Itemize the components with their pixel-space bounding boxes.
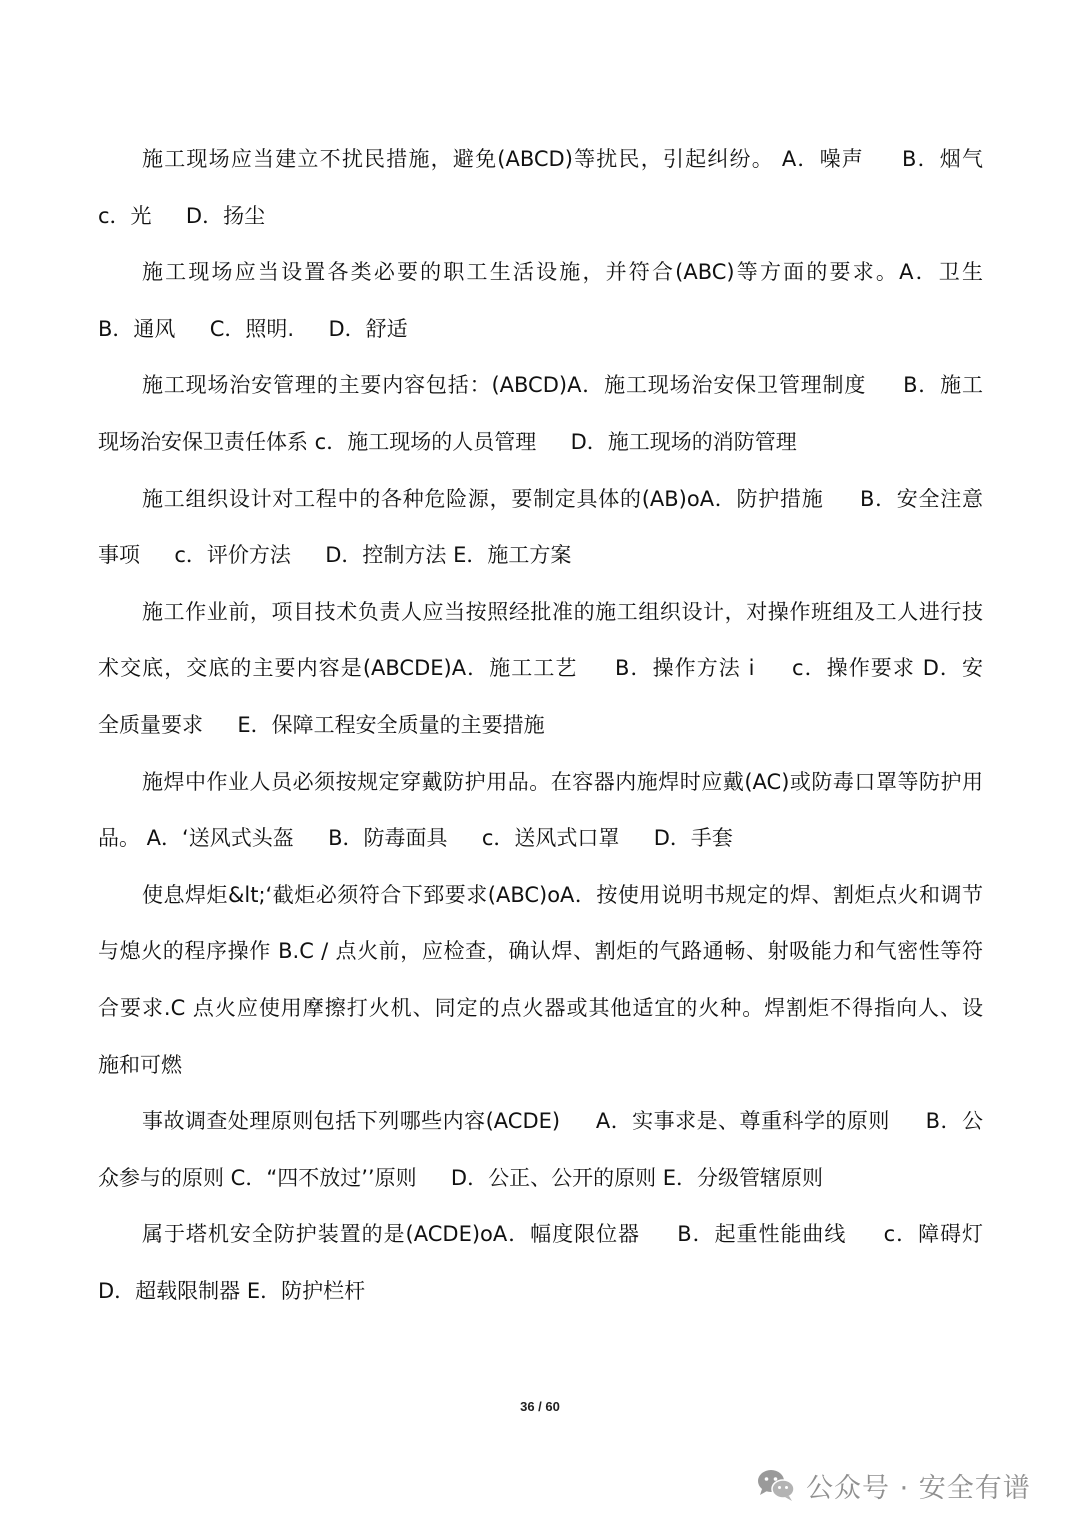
question-line: 合要求.C 点火应使用摩擦打火机、同定的点火器或其他适宜的火种。焊割炬不得指向人、设 [98, 995, 983, 1020]
question-line: c．光 D．扬尘 [98, 203, 266, 228]
question-item [98, 1093, 983, 1206]
watermark-text: 公众号 · 安全有谱 [806, 1472, 1031, 1504]
question-line: 品。 A．‘送风式头盔 B．防毒面具 c．送风式口罩 D．手套 [98, 826, 733, 851]
question-item [98, 357, 983, 470]
question-line: 施工现场治安管理的主要内容包括：(ABCD)A．施工现场治安保卫管理制度 B．施工 [142, 373, 983, 398]
watermark [756, 1460, 1031, 1510]
question-line: 施工组织设计对工程中的各种危险源，要制定具体的(AB)oA．防护措施 B．安全注意 [142, 486, 983, 511]
question-line: 施工现场应当设置各类必要的职工生活设施，并符合(ABC)等方面的要求。A．卫生 [142, 260, 983, 285]
page-number: 36 / 60 [520, 1399, 560, 1414]
question-item [98, 1206, 983, 1319]
question-item [98, 131, 983, 244]
question-line: 属于塔机安全防护装置的是(ACDE)oA．幅度限位器 B．起重性能曲线 c．障碍灯 [142, 1222, 983, 1247]
question-line: 现场治安保卫责任体系 c．施工现场的人员管理 D．施工现场的消防管理 [98, 429, 797, 454]
question-item [98, 584, 983, 754]
question-line: 施工作业前，项目技术负责人应当按照经批准的施工组织设计，对操作班组及工人进行技 [142, 599, 983, 624]
question-list [98, 131, 983, 1319]
wechat-icon [756, 1468, 796, 1502]
question-line: 施和可燃 [98, 1052, 182, 1077]
question-line: 施工现场应当建立不扰民措施，避免(ABCD)等扰民，引起纠纷。 A．噪声 B．烟气 [142, 147, 983, 171]
question-line: 众参与的原则 C．“四不放过’’原则 D．公正、公开的原则 E．分级管辖原则 [98, 1165, 824, 1190]
question-line: 术交底，交底的主要内容是(ABCDE)A．施工工艺 B．操作方法 i c．操作要求 D．安 [98, 656, 983, 681]
question-item [98, 867, 983, 1093]
question-line: 事故调查处理原则包括下列哪些内容(ACDE) A．实事求是、尊重科学的原则 B．公 [142, 1109, 983, 1134]
question-line: 事项 c．评价方法 D．控制方法 E．施工方案 [98, 543, 572, 568]
question-item [98, 244, 983, 357]
question-item [98, 754, 983, 867]
question-line: 使息焊炬&lt;‘截炬必须符合下郅要求(ABC)oA．按使用说明书规定的焊、割炬点火和调节 [142, 882, 983, 907]
question-line: 施焊中作业人员必须按规定穿戴防护用品。在容器内施焊时应戴(AC)或防毒口罩等防护用 [142, 769, 983, 794]
question-line: D．超载限制器 E．防护栏杆 [98, 1278, 366, 1303]
question-line: 全质量要求 E．保障工程安全质量的主要措施 [98, 712, 545, 737]
question-line: 与熄火的程序操作 B.C / 点火前，应检查，确认焊、割炬的气路通畅、射吸能力和气密性等符 [98, 939, 983, 964]
question-item [98, 471, 983, 584]
question-line: B．通风 C．照明. D．舒适 [98, 316, 408, 341]
